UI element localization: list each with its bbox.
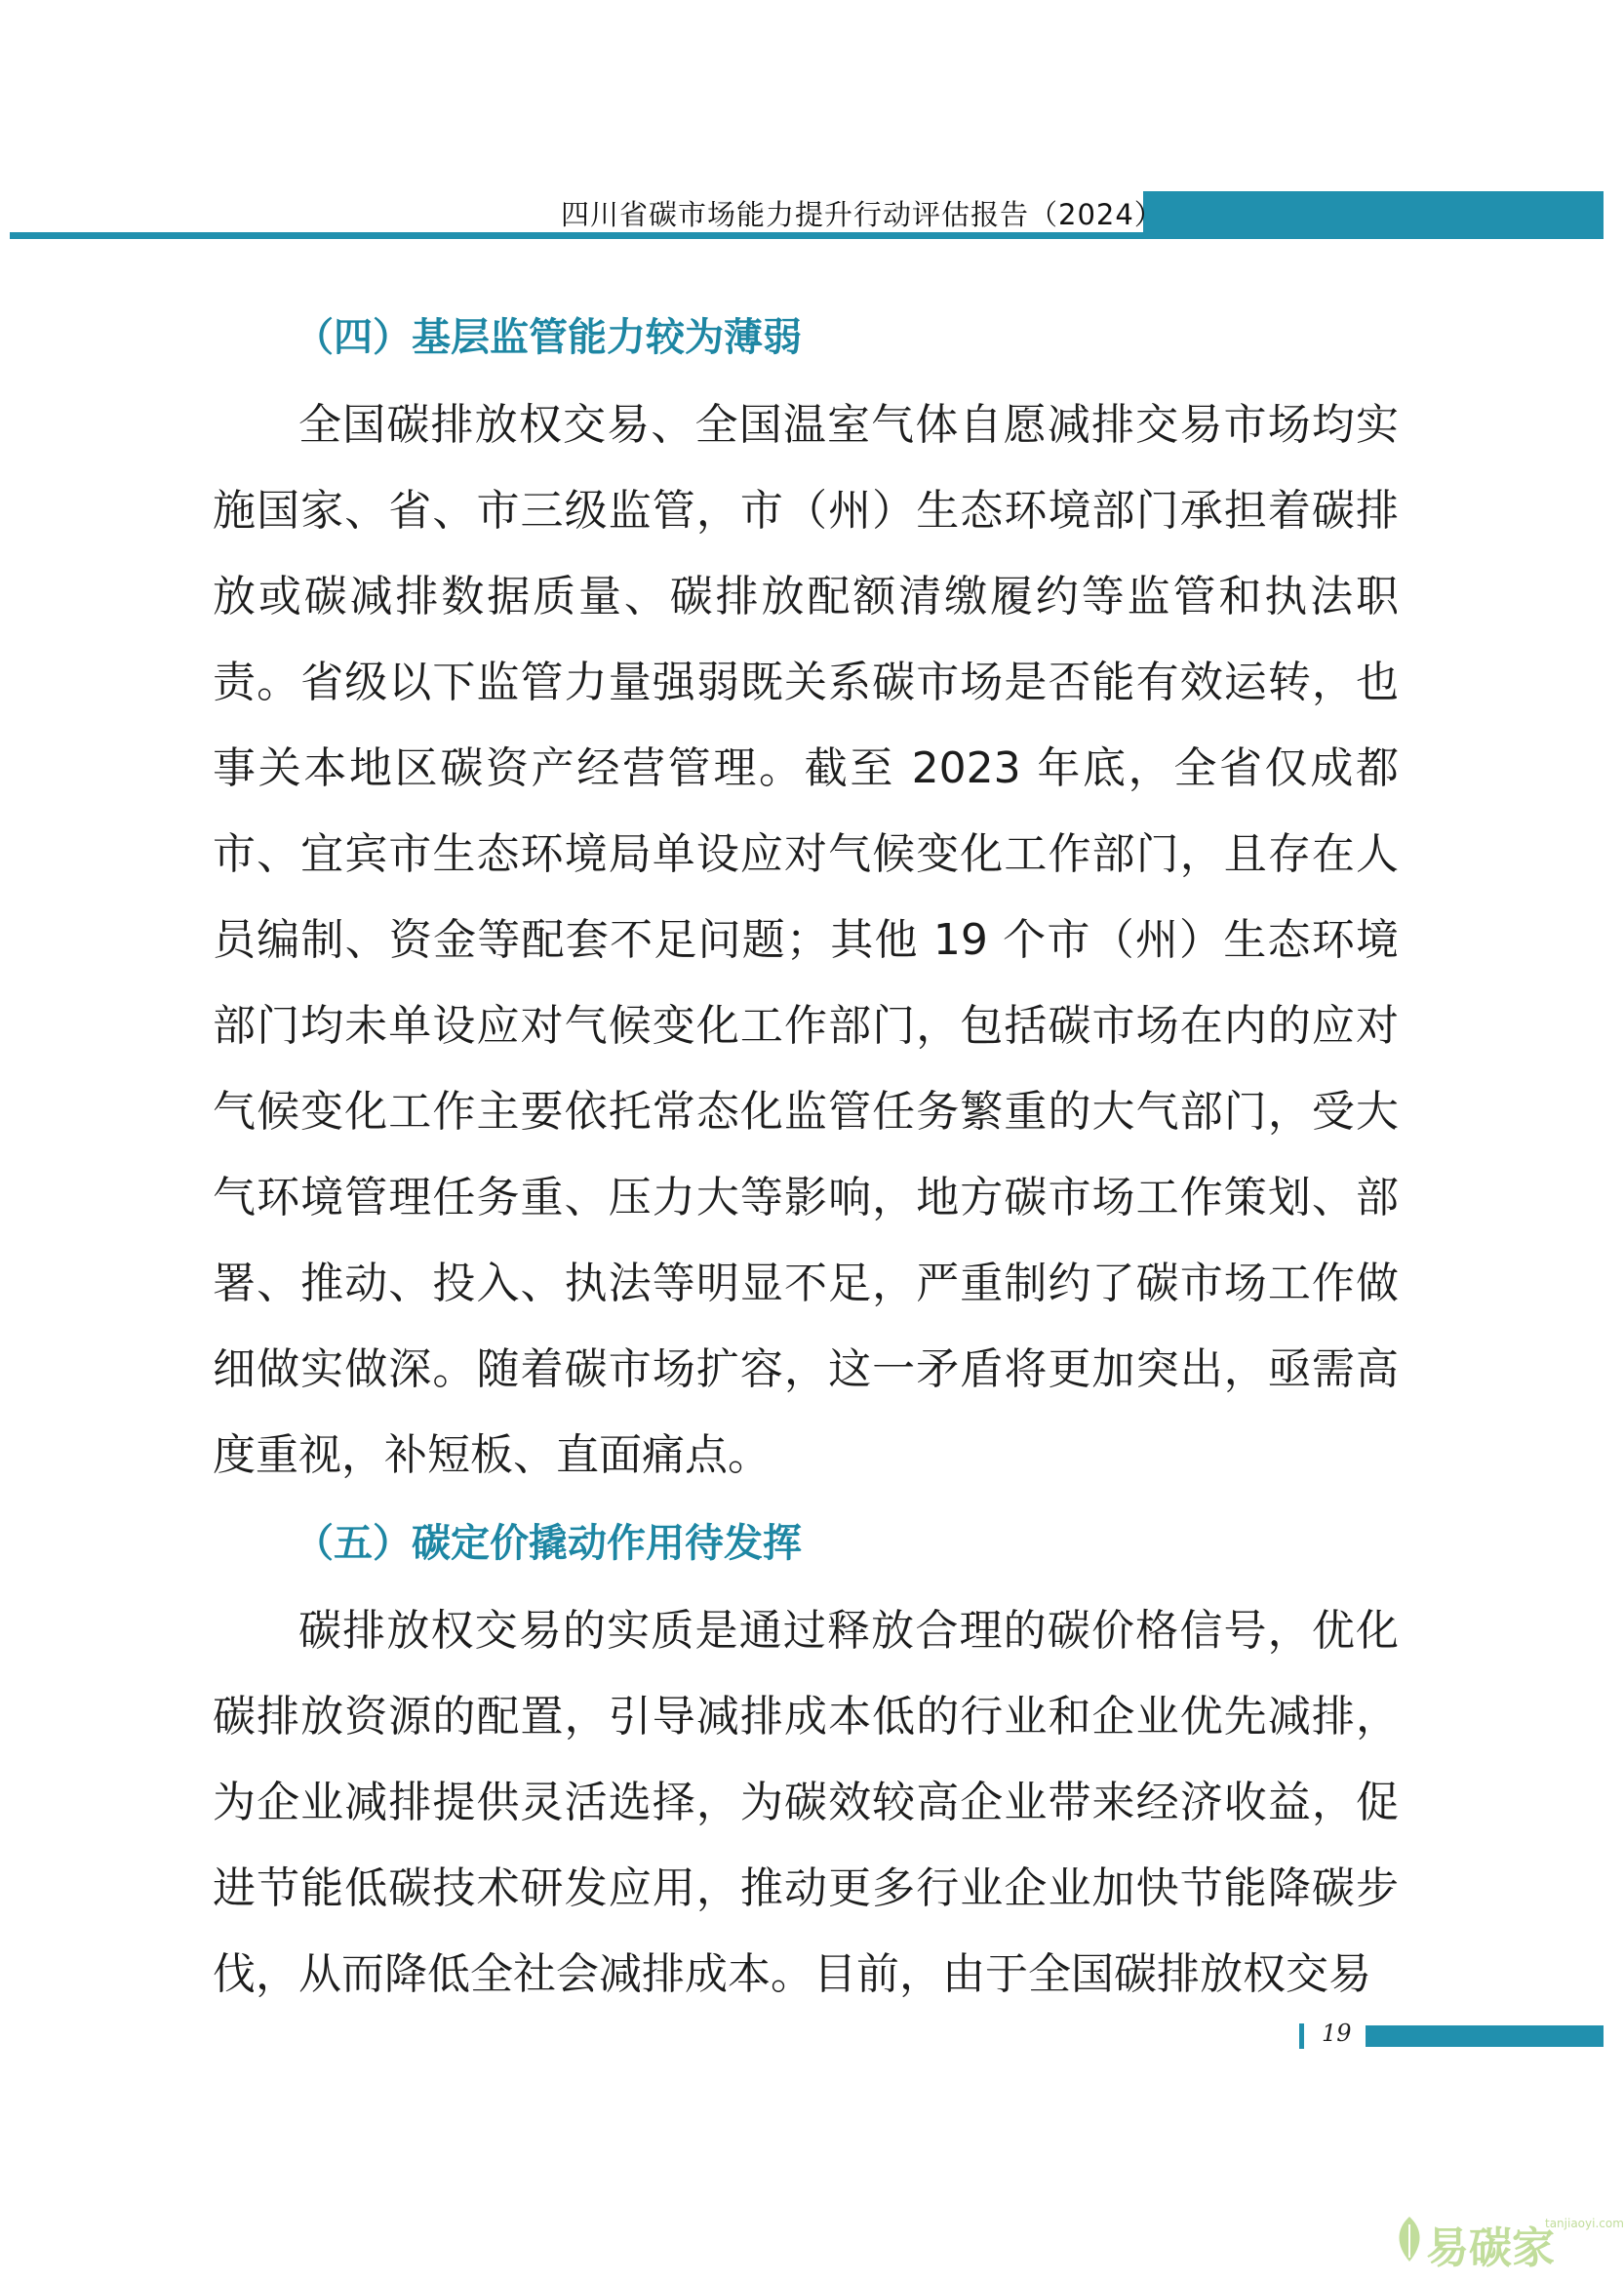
section-paragraph-5: 碳排放权交易的实质是通过释放合理的碳价格信号，优化碳排放资源的配置，引导减排成本低的行业和企业优先减排，为企业减排提供灵活选择，为碳效较高企业带来经济收益，促进节能低碳技术研发应用，推动更多行业企业加快节能降碳步伐，从而降低全社会减排成本。目前，由于全国碳排放权交易 bbox=[213, 1606, 1399, 1999]
section-heading-5: （五）碳定价撬动作用待发挥 bbox=[295, 1520, 802, 1566]
header-tab bbox=[1143, 191, 1604, 238]
footer-bar bbox=[1366, 2025, 1604, 2047]
page-content bbox=[213, 293, 1399, 2018]
page-number: 19 bbox=[1322, 2020, 1352, 2047]
leaf-icon bbox=[1393, 2215, 1426, 2263]
watermark-text: 易碳家 bbox=[1426, 2223, 1555, 2273]
watermark-subtext: tanjiaoyi.com bbox=[1545, 2217, 1624, 2230]
report-title: 四川省碳市场能力提升行动评估报告（2024） bbox=[561, 198, 1164, 231]
section-paragraph-4: 全国碳排放权交易、全国温室气体自愿减排交易市场均实施国家、省、市三级监管，市（州）生态环境部门承担着碳排放或碳减排数据质量、碳排放配额清缴履约等监管和执法职责。省级以下监管力量强弱既关系碳市场是否能有效运转，也事关本地区碳资产经营管理。截至 2023 年底，全省仅成都市、宜宾市生态环境局单设应对气候变化工作部门，且存在人员编制、资金等配套不足问题；其他 19 个市（州）生态环境部门均未单设应对气候变化工作部门，包括碳市场在内的应对气候变化工作主要依托常态化监管任务繁重的大气部门，受大气环境管理任务重、压力大等影响，地方碳市场工作策划、部署、推动、投入、执法等明显不足，严重制约了碳市场工作做细做实做深。随着碳市场扩容，这一矛盾将更加突出，亟需高度重视，补短板、直面痛点。 bbox=[213, 400, 1399, 1480]
watermark-logo bbox=[1393, 2207, 1624, 2273]
footer-mark bbox=[1299, 2023, 1304, 2049]
section-heading-4: （四）基层监管能力较为薄弱 bbox=[295, 314, 802, 360]
